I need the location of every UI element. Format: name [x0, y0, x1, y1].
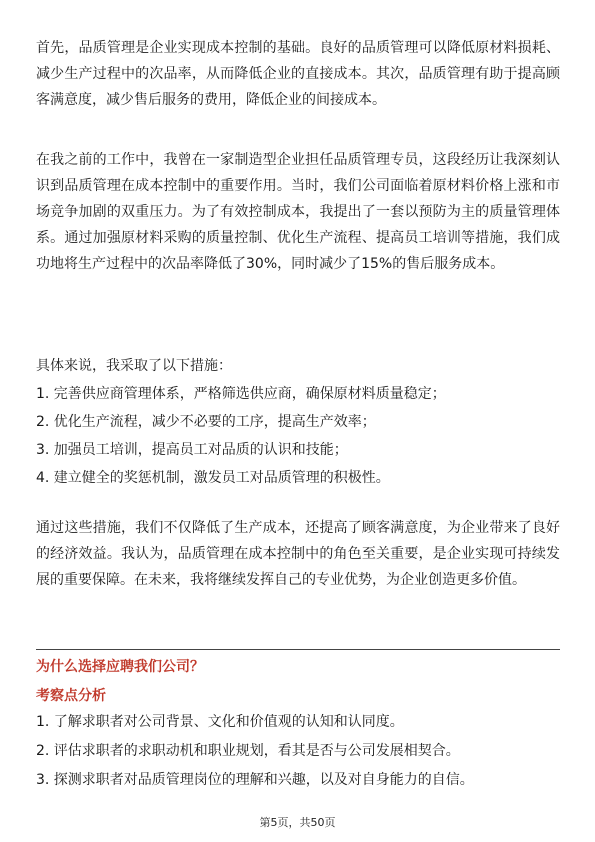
question-heading: 为什么选择应聘我们公司？: [36, 659, 204, 675]
paragraph-work-experience: 在我之前的工作中，我曾在一家制造型企业担任品质管理专员，这段经历让我深刻认识到品质管理在成本控制中的重要作用。当时，我们公司面临着原材料价格上涨和市场竞争加剧的双重压力。为了有效控制成本，我提出了一套以预防为主的质量管理体系。通过加强原材料采购的质量控制、优化生产流程、提高员工培训等措施，我们成功地将生产过程中的次品率降低了30%，同时减少了15%的售后服务成本。: [36, 152, 560, 272]
analysis-point-3: 3. 探测求职者对品质管理岗位的理解和兴趣，以及对自身能力的自信。: [36, 772, 474, 788]
section-divider: [36, 649, 560, 650]
measure-item-4: 4. 建立健全的奖惩机制，激发员工对品质管理的积极性。: [36, 470, 390, 486]
paragraph-conclusion: 通过这些措施，我们不仅降低了生产成本，还提高了顾客满意度，为企业带来了良好的经济效益。我认为，品质管理在成本控制中的角色至关重要，是企业实现可持续发展的重要保障。在未来，我将继续发挥自己的专业优势，为企业创造更多价值。: [36, 520, 560, 588]
analysis-point-2: 2. 评估求职者的求职动机和职业规划，看其是否与公司发展相契合。: [36, 743, 460, 759]
measure-item-1: 1. 完善供应商管理体系，严格筛选供应商，确保原材料质量稳定；: [36, 386, 446, 402]
analysis-subheading: 考察点分析: [36, 688, 106, 704]
page-number: 第5页，共50页: [259, 816, 336, 829]
paragraph-quality-basis: 首先，品质管理是企业实现成本控制的基础。良好的品质管理可以降低原材料损耗、减少生产过程中的次品率，从而降低企业的直接成本。其次，品质管理有助于提高顾客满意度，减少售后服务的费用，降低企业的间接成本。: [36, 40, 560, 108]
measure-item-2: 2. 优化生产流程，减少不必要的工序，提高生产效率；: [36, 414, 376, 430]
analysis-point-1: 1. 了解求职者对公司背景、文化和价值观的认知和认同度。: [36, 714, 404, 730]
measures-intro: 具体来说，我采取了以下措施：: [36, 358, 232, 374]
measure-item-3: 3. 加强员工培训，提高员工对品质的认识和技能；: [36, 442, 348, 458]
